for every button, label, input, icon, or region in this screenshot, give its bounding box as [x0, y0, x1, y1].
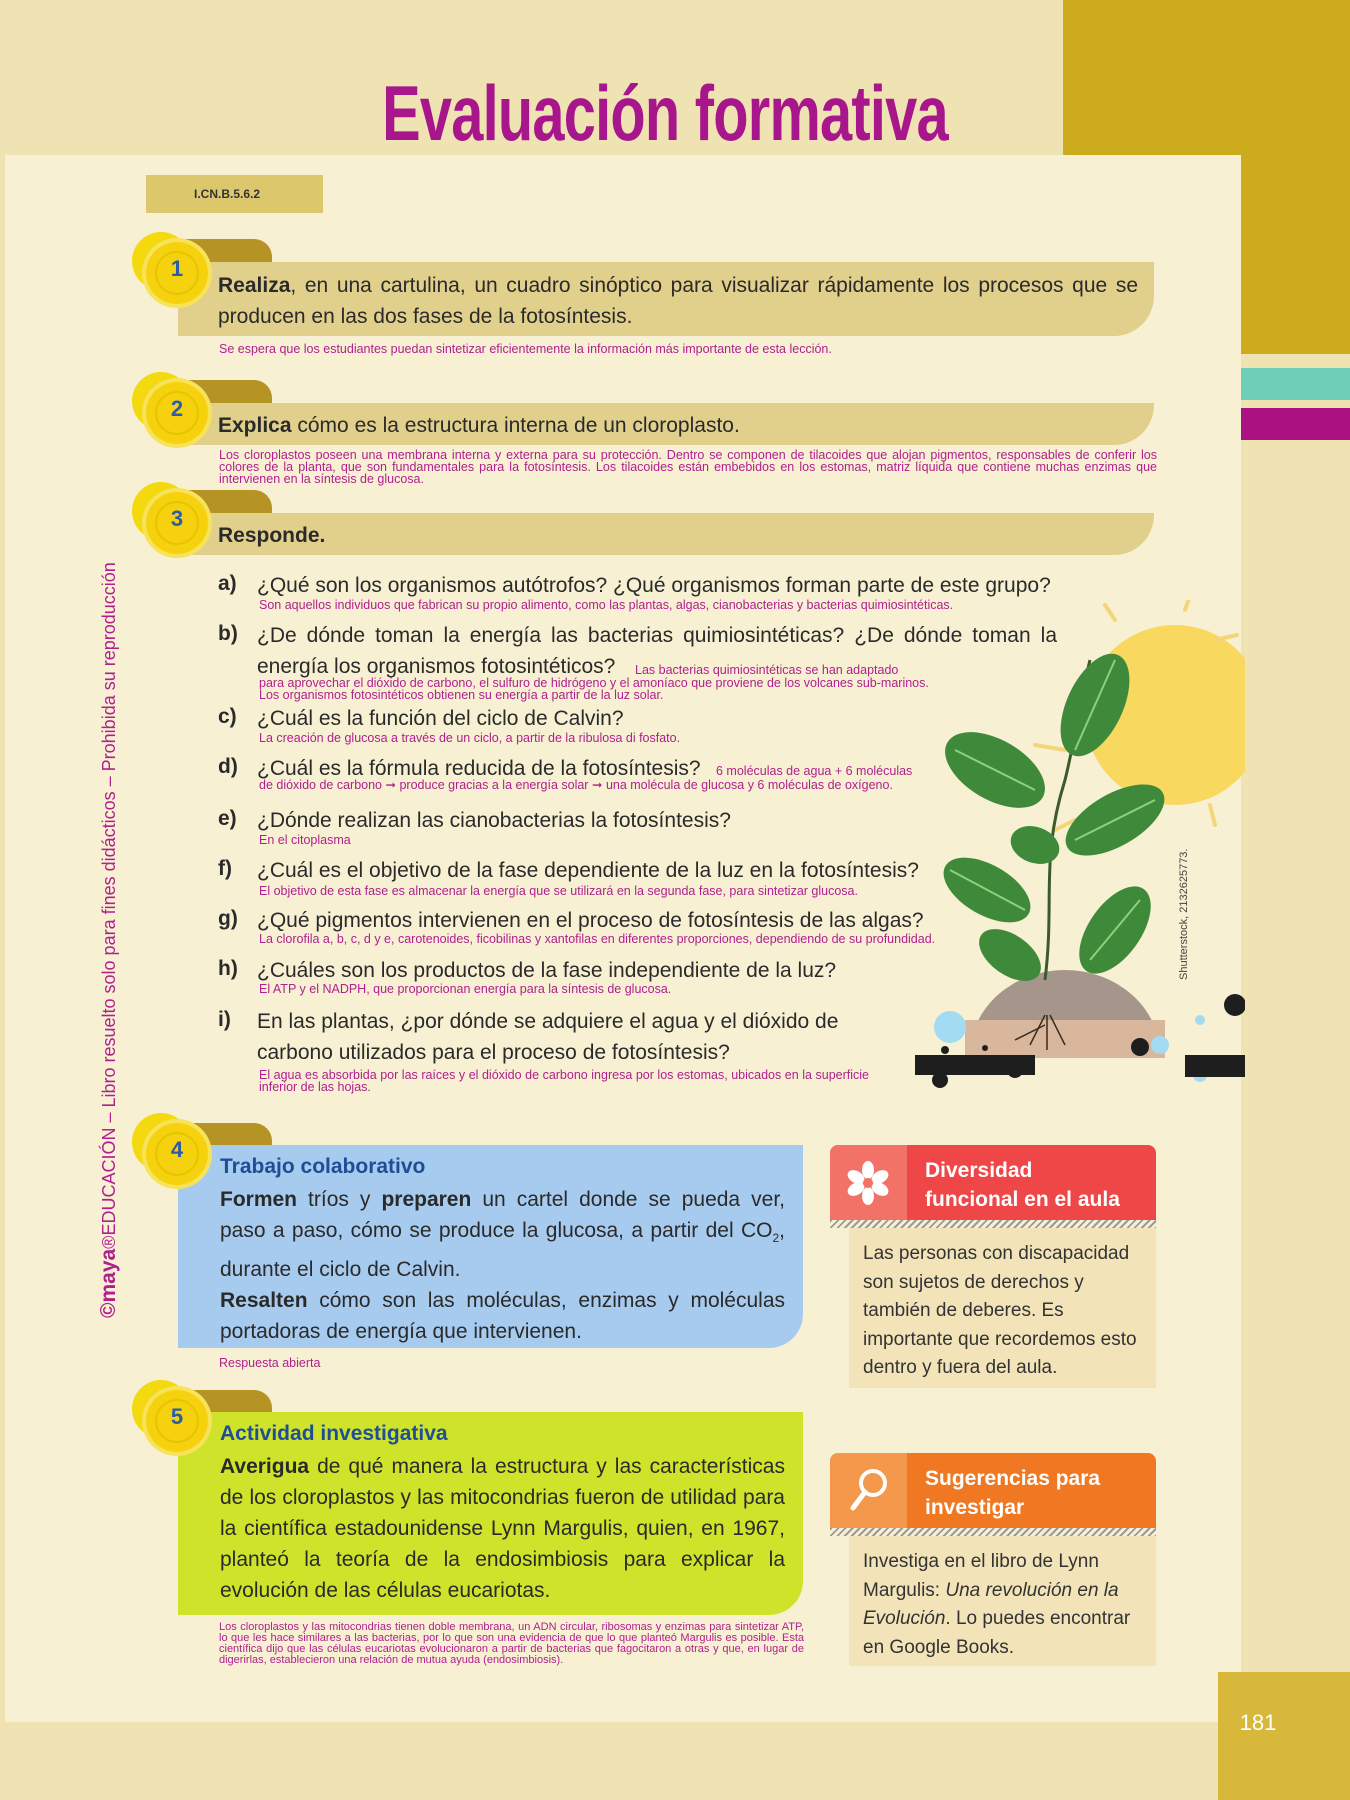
q1-text: Realiza, en una cartulina, un cuadro sinóptico para visualizar rápidamente los procesos que se producen en las dos fases de la fotosíntesis. [218, 274, 1138, 328]
q2-answer: Los cloroplastos poseen una membrana interna y externa para su protección. Dentro se componen de tilacoides que alojan pigmentos, responsables de conferir los colores de la planta, que son fundamentales para la fotosíntesis. Los tilacoides están embebidos en los estomas, matriz líquida que contiene muchas enzimas que intervienen en la síntesis de glucosa. [219, 448, 1157, 486]
q3-badge: 3 [146, 492, 208, 554]
right-margin [1241, 440, 1350, 1740]
teal-strip [1241, 368, 1350, 400]
q3-heading: Responde. [218, 524, 326, 547]
page-number: 181 [1239, 1710, 1277, 1735]
item-f-answer: El objetivo de esta fase es almacenar la energía que se utilizará en la segunda fase, para sintetizar glucosa. [259, 884, 858, 898]
item-h-letter: h) [218, 957, 238, 980]
item-d-question: ¿Cuál es la fórmula reducida de la fotosíntesis? [257, 757, 701, 780]
q2-badge: 2 [146, 382, 208, 444]
q5-answer: Los cloroplastos y las mitocondrias tienen doble membrana, un ADN circular, ribosomas y enzimas para sintetizar ATP, lo que les hace similares a las bacterias, por lo que son una evidencia de que lo que planteó Margulis es posible. Esta científica dijo que las células eucariotas evolucionaron a partir de bacterias que fagocitaron a otras y que, en lugar de digerirlas, establecieron una relación de mutua ayuda (endosimbiosis). [219, 1621, 804, 1666]
item-e-answer: En el citoplasma [259, 833, 351, 847]
copyright-side-note [97, 478, 121, 1318]
diversity-card-stripe [830, 1220, 1156, 1228]
arrow-icon: ➞ [385, 778, 396, 792]
q1-answer: Se espera que los estudiantes puedan sintetizar eficientemente la información más importante de esta lección. [219, 342, 832, 356]
plant-illustration [915, 600, 1245, 1090]
side-note-text: ®EDUCACIÓN – Libro resuelto solo para fines didácticos – Prohibida su reproducción [99, 562, 119, 1249]
item-c-question: ¿Cuál es la función del ciclo de Calvin? [257, 707, 624, 730]
item-c-answer: La creación de glucosa a través de un ciclo, a partir de la ribulosa di fosfato. [259, 731, 681, 745]
q4-badge: 4 [146, 1123, 208, 1185]
magnifier-icon [847, 1466, 891, 1514]
q1-badge: 1 [146, 242, 208, 304]
diversity-card-body: Las personas con discapacidad son sujetos de derechos y también de deberes. Es importante que recordemos esto dentro y fuera del aula. [849, 1228, 1156, 1388]
item-b-answer: para aprovechar el dióxido de carbono, el sulfuro de hidrógeno y el amoníaco que proviene de los volcanes sub-marinos. Los organismos fotosintéticos obtienen su energía a partir de la luz solar. [259, 676, 929, 702]
item-d-letter: d) [218, 755, 238, 778]
magenta-strip [1241, 408, 1350, 440]
q4-heading: Trabajo colaborativo [220, 1155, 426, 1178]
item-d-answer-inline: 6 moléculas de agua + 6 moléculas [716, 764, 913, 778]
item-i-letter: i) [218, 1008, 231, 1031]
brand-logo: ©maya [97, 1248, 120, 1318]
item-e-question: ¿Dónde realizan las cianobacterias la fotosíntesis? [257, 809, 731, 832]
item-b-question: ¿De dónde toman la energía las bacterias quimiosintéticas? ¿De dónde toman la energía los organismos fotosintéticos? [257, 624, 1057, 678]
bottom-band [0, 1722, 1350, 1800]
item-h-answer: El ATP y el NADPH, que proporcionan energía para la síntesis de glucosa. [259, 982, 672, 996]
photo-credit: Shutterstock, 2132625773. [1178, 848, 1190, 980]
item-h-question: ¿Cuáles son los productos de la fase independiente de la luz? [257, 959, 837, 982]
research-card-title: Sugerencias para investigar [925, 1467, 1101, 1519]
item-a-question: ¿Qué son los organismos autótrofos? ¿Qué organismos forman parte de este grupo? [257, 574, 1051, 597]
item-i-answer: El agua es absorbida por las raíces y el dióxido de carbono ingresa por los estomas, ubicados en la superficie inferior de las hojas. [259, 1068, 869, 1094]
item-c-letter: c) [218, 705, 237, 728]
q4-answer: Respuesta abierta [219, 1356, 321, 1370]
arrow-icon: ➞ [591, 778, 603, 792]
item-f-question: ¿Cuál es el objetivo de la fase dependiente de la luz en la fotosíntesis? [257, 859, 919, 882]
item-g-answer: La clorofila a, b, c, d y e, carotenoides, ficobilinas y xantofilas en diferentes proporciones, dependiendo de su profundidad. [259, 932, 936, 946]
q2-text: Explica cómo es la estructura interna de un cloroplasto. [218, 414, 740, 437]
research-card-stripe [830, 1528, 1156, 1536]
asterisk-icon [845, 1160, 891, 1206]
q5-heading: Actividad investigativa [220, 1422, 448, 1445]
item-i-question: En las plantas, ¿por dónde se adquiere el agua y el dióxido de carbono utilizados para el proceso de fotosíntesis? [257, 1010, 839, 1064]
item-e-letter: e) [218, 807, 237, 830]
page-title: Evaluación formativa [382, 69, 948, 157]
diversity-card-title: Diversidad funcional en el aula [925, 1159, 1120, 1211]
item-b-letter: b) [218, 622, 238, 645]
item-g-letter: g) [218, 907, 238, 930]
q5-body: Averigua de qué manera la estructura y las características de los cloroplastos y las mitocondrias fueron de utilidad para la científica estadounidense Lynn Margulis, quien, en 1967, planteó la teoría de la endosimbiosis para explicar la evolución de las células eucariotas. [220, 1455, 785, 1602]
item-b-answer-inline: Las bacterias quimiosintéticas se han adaptado [635, 663, 899, 677]
q5-badge: 5 [146, 1390, 208, 1452]
item-d-answer: de dióxido de carbono ➞ produce gracias a la energía solar ➞ una molécula de glucosa y 6 moléculas de oxígeno. [259, 778, 893, 792]
research-card-body: Investiga en el libro de Lynn Margulis: Una revolución en la Evolución. Lo puedes encontrar en Google Books. [849, 1536, 1156, 1666]
q4-body: Formen tríos y preparen un cartel donde se pueda ver, paso a paso, cómo se produce la glucosa, a partir del $CO_2$, durante el ciclo de Calvin. Resalten cómo son las moléculas, enzimas y moléculas portadoras de energía que intervienen. [220, 1188, 785, 1344]
indicator-code: I.CN.B.5.6.2 [146, 175, 323, 213]
item-a-letter: a) [218, 572, 237, 595]
item-g-question: ¿Qué pigmentos intervienen en el proceso de fotosíntesis de las algas? [257, 909, 924, 932]
page-number-box [1218, 1672, 1350, 1800]
item-f-letter: f) [218, 857, 232, 880]
item-a-answer: Son aquellos individuos que fabrican su propio alimento, como las plantas, algas, cianobacterias y bacterias quimiosintéticas. [259, 598, 954, 612]
